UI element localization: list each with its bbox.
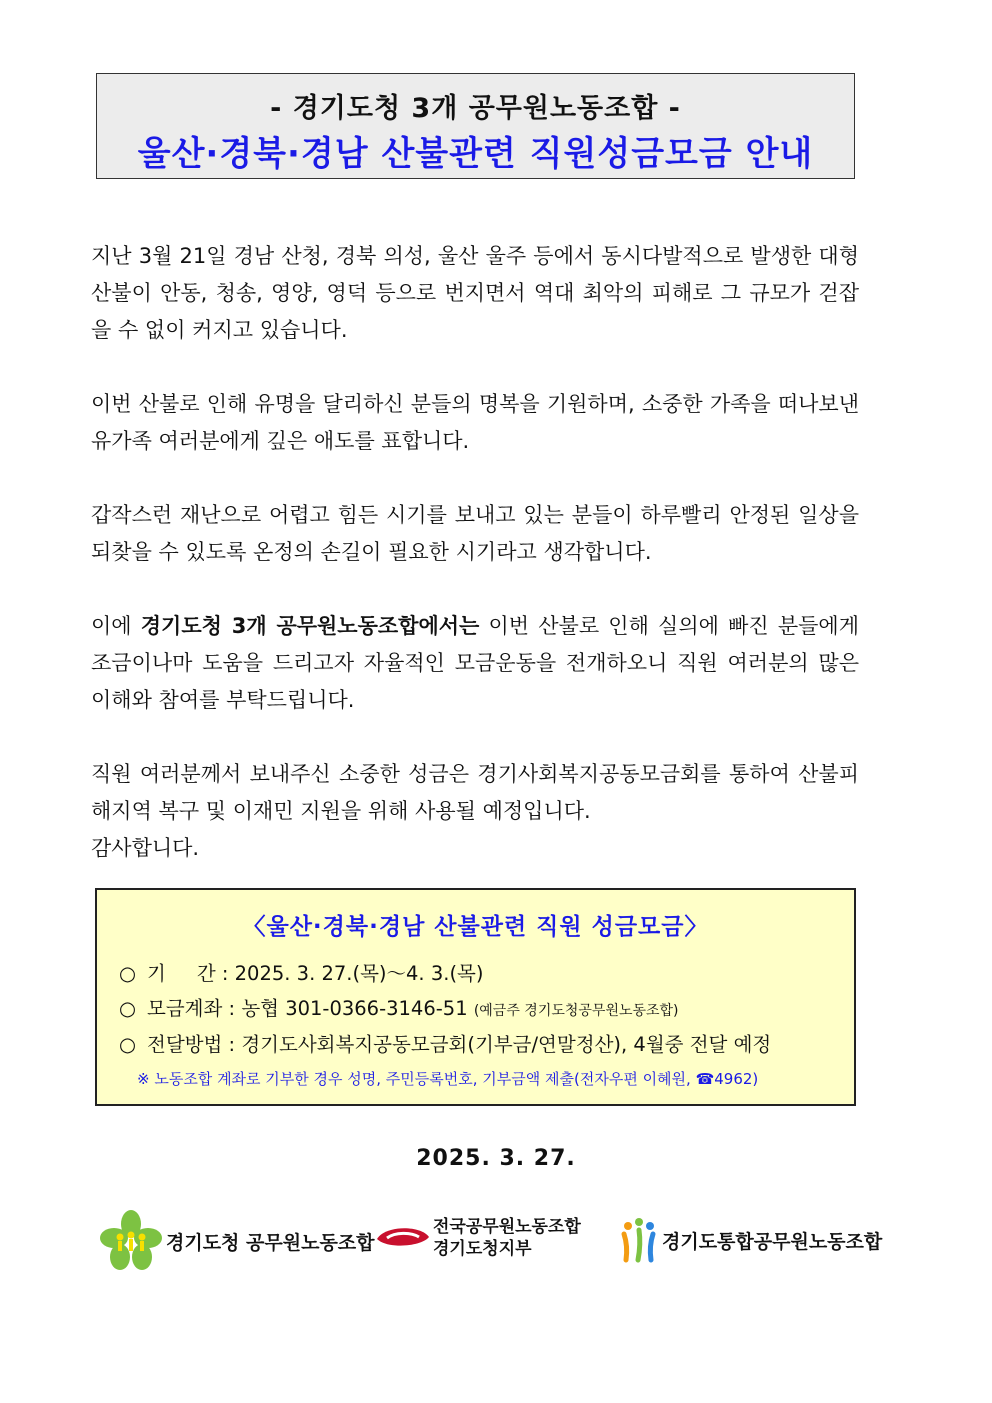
bullet-icon: ○: [119, 997, 137, 1020]
paragraph-situation: 지난 3월 21일 경남 산청, 경북 의성, 울산 울주 등에서 동시다발적으로 발생한 대형 산불이 안동, 청송, 영양, 영덕 등으로 번지면서 역대 최악의 피해로 그 규모가 걷잡을 수 없이 커지고 있습니다.: [91, 244, 859, 342]
page-title: 울산·경북·경남 산불관련 직원성금모금 안내: [137, 134, 814, 174]
paragraph-fundraising-post: 이번 산불로 인해 실의에 빠진 분들에게 조금이나마 도움을 드리고자 자율적인 모금운동을 전개하오니 직원 여러분의 많은 이해와 참여를 부탁드립니다.: [91, 614, 859, 712]
flower-people-icon: [100, 1210, 162, 1272]
info-box: [95, 888, 856, 1106]
logo-left-text: 경기도청 공무원노동조합: [166, 1231, 375, 1254]
logo-center-line2: 경기도청지부: [433, 1239, 532, 1259]
info-row-period: [119, 958, 484, 986]
title-subheading: - 경기도청 3개 공무원노동조합 -: [270, 93, 681, 124]
logo-center-line1: 전국공무원노동조합: [433, 1217, 581, 1237]
period-label: 기 간 :: [147, 962, 229, 985]
account-holder: (예금주 경기도청공무원노동조합): [473, 1003, 679, 1019]
bullet-icon: ○: [119, 962, 137, 985]
info-note: ※ 노동조합 계좌로 기부한 경우 성명, 주민등록번호, 기부금액 제출(전자우편 이혜원, ☎4962): [137, 1070, 759, 1088]
body-text: [91, 238, 859, 867]
people-icon: [620, 1216, 658, 1264]
delivery-value: 경기도사회복지공동모금회(기부금/연말정산), 4월중 전달 예정: [241, 1033, 772, 1056]
paragraph-usage: 직원 여러분께서 보내주신 소중한 성금은 경기사회복지공동모금회를 통하여 산불피해지역 복구 및 이재민 지원을 위해 사용될 예정입니다.: [91, 762, 859, 823]
title-box: [96, 73, 855, 179]
paragraph-condolence: 이번 산불로 인해 유명을 달리하신 분들의 명복을 기원하며, 소중한 가족을 떠나보낸 유가족 여러분에게 깊은 애도를 표합니다.: [91, 392, 859, 453]
bullet-icon: ○: [119, 1033, 137, 1056]
logo-integrated-union: [620, 1216, 882, 1264]
period-value: 2025. 3. 27.(목)～4. 3.(목): [234, 962, 484, 985]
info-row-delivery: [119, 1029, 771, 1057]
paragraph-support: 갑작스런 재난으로 어렵고 힘든 시기를 보내고 있는 분들이 하루빨리 안정된 일상을 되찾을 수 있도록 온정의 손길이 필요한 시기라고 생각합니다.: [91, 503, 859, 564]
document-date: 2025. 3. 27.: [416, 1146, 576, 1171]
paragraph-fundraising-pre: 이에: [91, 614, 141, 638]
logo-kgeu-branch: [375, 1216, 581, 1260]
union-emblem-icon: [375, 1223, 431, 1253]
union-name-bold: 경기도청 3개 공무원노동조합에서는: [140, 614, 480, 638]
delivery-label: 전달방법 :: [147, 1033, 236, 1056]
logo-right-text: 경기도통합공무원노동조합: [662, 1230, 883, 1253]
account-label: 모금계좌 :: [147, 997, 236, 1020]
paragraph-fundraising: [91, 608, 859, 719]
paragraph-thanks: 감사합니다.: [91, 836, 200, 860]
info-row-account: [119, 993, 679, 1021]
account-value: 농협 301-0366-3146-51: [241, 997, 468, 1020]
info-title: 〈울산·경북·경남 산불관련 직원 성금모금〉: [242, 914, 709, 940]
logo-gyeonggi-union: [100, 1210, 375, 1272]
